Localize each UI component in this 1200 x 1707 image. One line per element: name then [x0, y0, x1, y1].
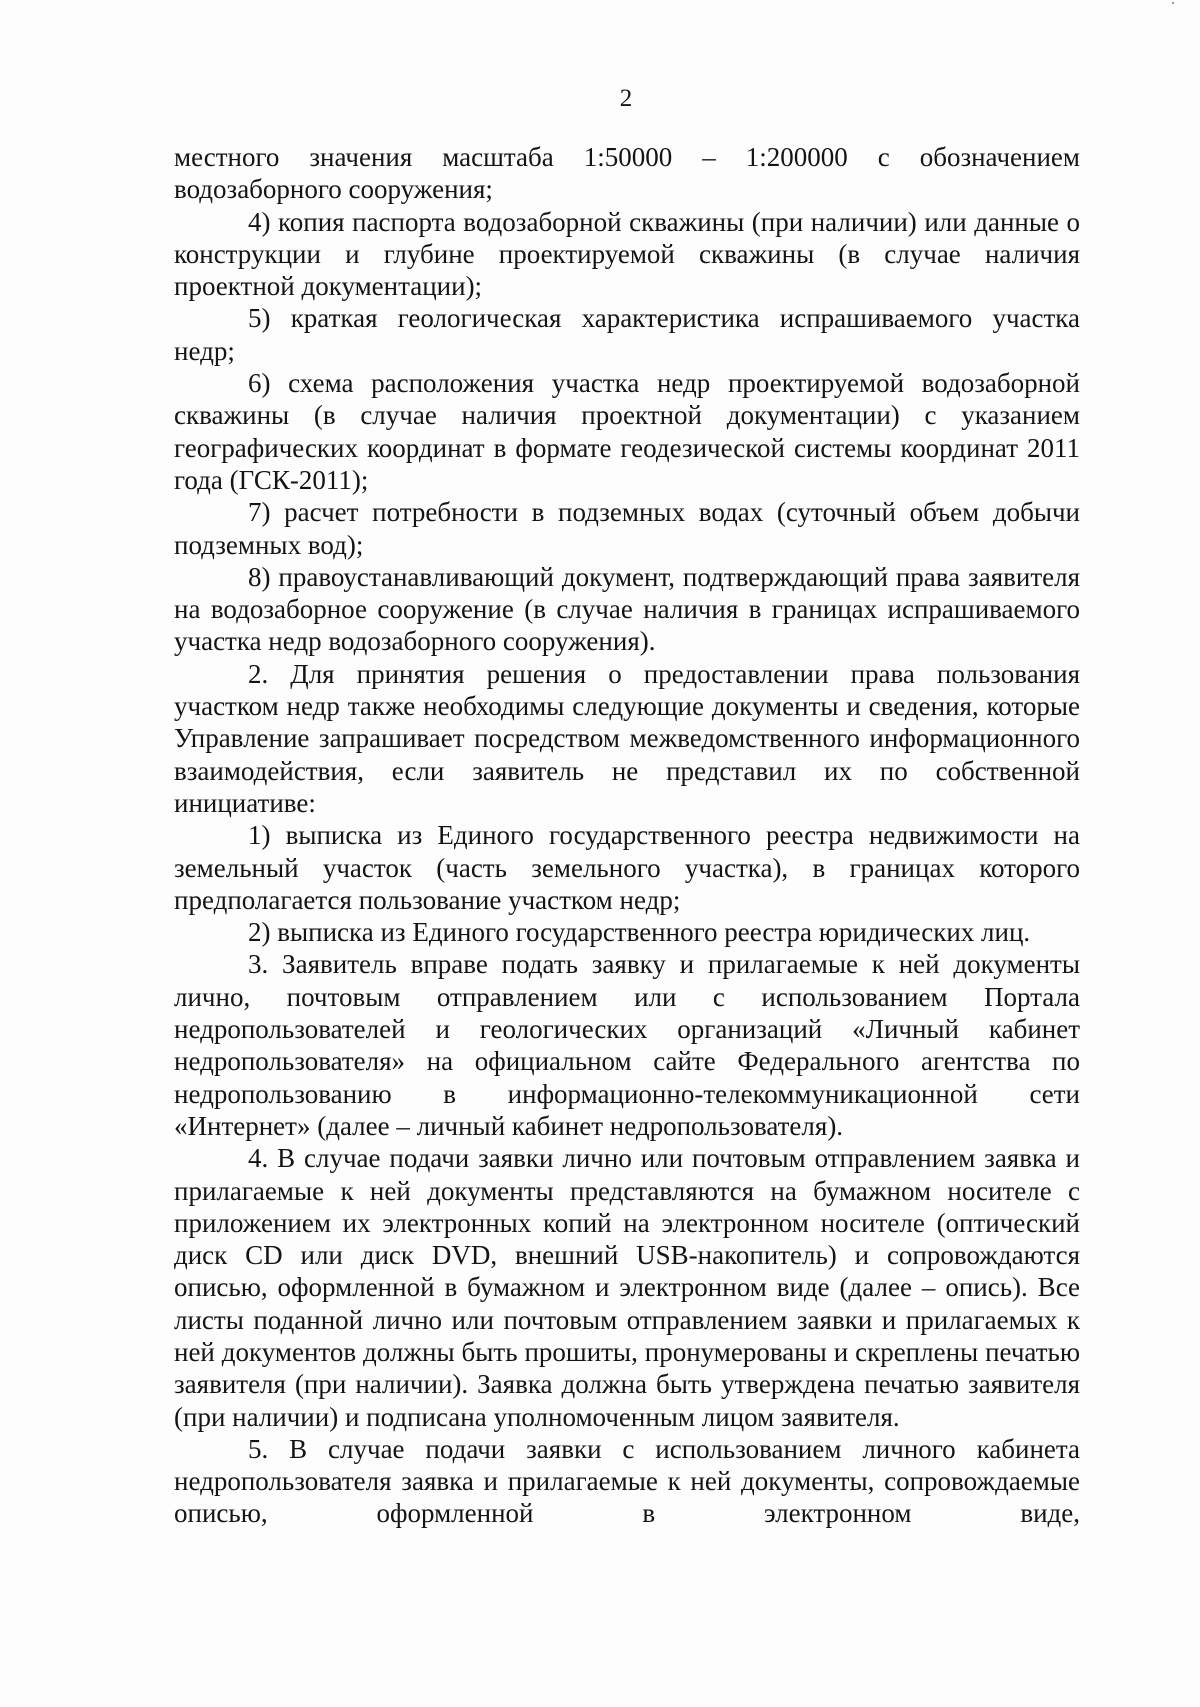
page-number: 2 [619, 85, 633, 112]
list-item-4: 4) копия паспорта водозаборной скважины (при наличии) или данные о конструкции и глубине проектируемой скважины (в случае наличия проектной документации); [174, 206, 1080, 302]
document-body [174, 141, 1080, 1530]
list-item-8: 8) правоустанавливающий документ, подтверждающий права заявителя на водозаборное сооружение (в случае наличия в границах испрашиваемого участка недр водозаборного сооружения). [174, 561, 1080, 657]
section-2-item-1: 1) выписка из Единого государственного реестра недвижимости на земельный участок (часть земельного участка), в границах которого предполагается пользование участком недр; [174, 820, 1080, 915]
scan-speck [1172, 2, 1174, 4]
section-2-item-2: 2) выписка из Единого государственного реестра юридических лиц. [248, 917, 1031, 948]
list-item-6: 6) схема расположения участка недр проектируемой водозаборной скважины (в случае наличия проектной документации) с указанием географических координат в формате геодезической системы координат 2011 года (ГСК-2011); [174, 368, 1080, 495]
list-item-5: 5) краткая геологическая характеристика испрашиваемого участка недр; [174, 303, 1080, 366]
section-2: 2. Для принятия решения о предоставлении права пользования участком недр также необходимы следующие документы и сведения, которые Управление запрашивает посредством межведомственного информационного взаимодействия, если заявитель не представил их по собственной инициативе: [174, 658, 1080, 818]
section-3: 3. Заявитель вправе подать заявку и прилагаемые к ней документы лично, почтовым отправлением или с использованием Портала недропользователей и геологических организаций «Личный кабинет недропользователя» на официальном сайте Федерального агентства по недропользованию в информационно-телекоммуникационной сети «Интернет» (далее – личный кабинет недропользователя). [174, 949, 1080, 1141]
paragraph-continuation: местного значения масштаба 1:50000 – 1:200000 с обозначением водозаборного сооружения; [174, 142, 1080, 205]
section-4: 4. В случае подачи заявки лично или почтовым отправлением заявка и прилагаемые к ней документы представляются на бумажном носителе с приложением их электронных копий на электронном носителе (оптический диск CD или диск DVD, внешний USB-накопитель) и сопровождаются описью, оформленной в бумажном и электронном виде (далее – опись). Все листы поданной лично или почтовым отправлением заявки и прилагаемых к ней документов должны быть прошиты, пронумерованы и скреплены печатью заявителя (при наличии). Заявка должна быть утверждена печатью заявителя (при наличии) и подписана уполномоченным лицом заявителя. [174, 1143, 1080, 1432]
section-5: 5. В случае подачи заявки с использованием личного кабинета недропользователя заявка и прилагаемые к ней документы, сопровождаемые описью, оформленной в электронном виде, [174, 1433, 1080, 1529]
list-item-7: 7) расчет потребности в подземных водах (суточный объем добычи подземных вод); [174, 497, 1080, 560]
